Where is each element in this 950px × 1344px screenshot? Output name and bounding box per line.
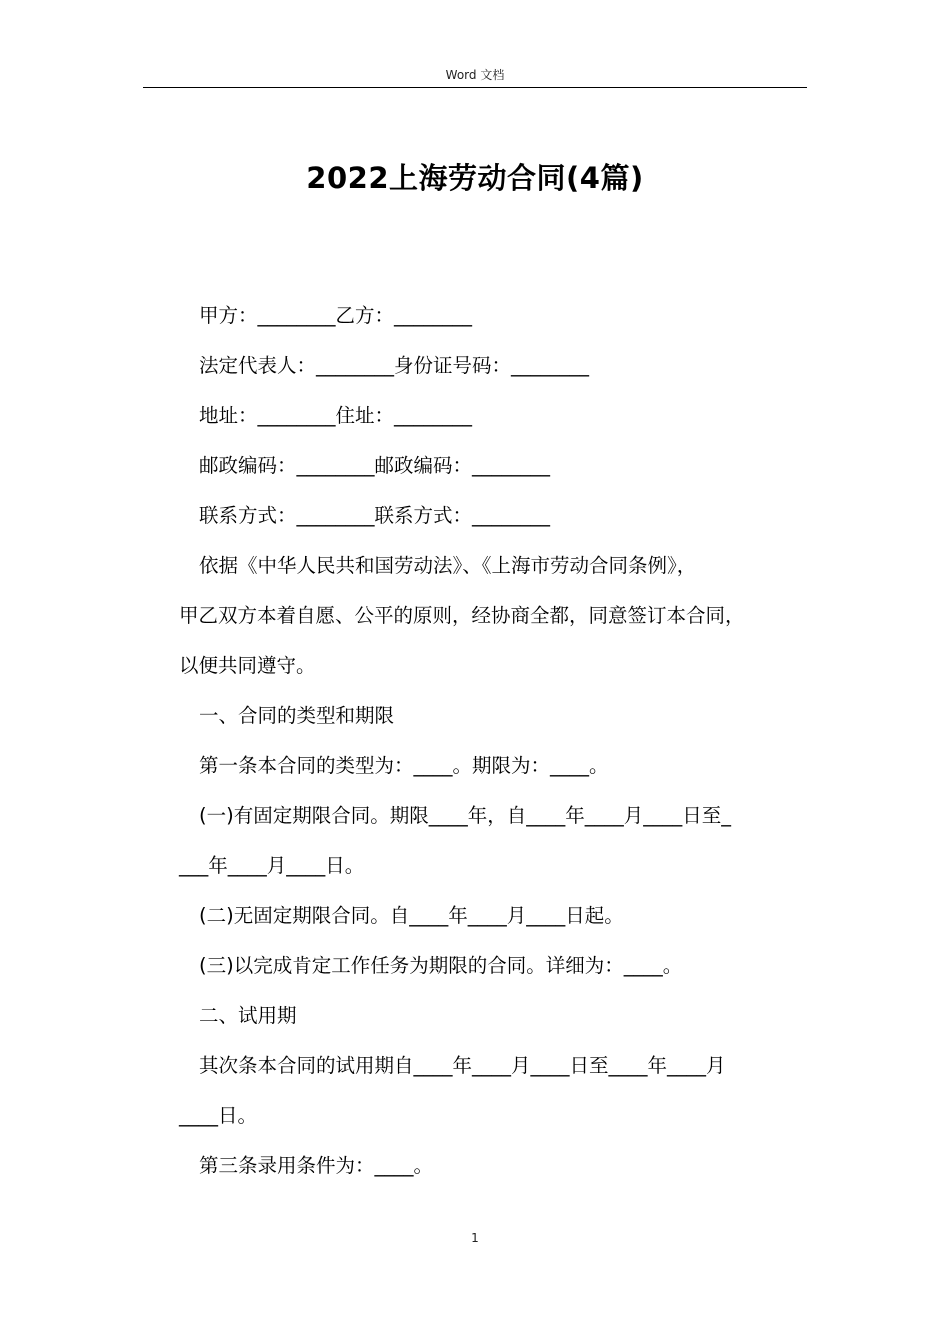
clause-fixed-term-2: ___年____月____日。	[179, 854, 365, 877]
clause-task-term: (三)以完成肯定工作任务为期限的合同。详细为：____。	[199, 954, 683, 977]
clause-fixed-term-1: (一)有固定期限合同。期限____年，自____年____月____日至_	[199, 804, 731, 827]
page-number: 1	[471, 1231, 479, 1245]
article-1: 第一条本合同的类型为：____。期限为：____。	[199, 754, 609, 777]
contact-line: 联系方式：________联系方式：________	[199, 504, 551, 527]
preamble-line-2: 甲乙双方本着自愿、公平的原则，经协商全都，同意签订本合同，	[179, 604, 745, 627]
address-line: 地址：________住址：________	[199, 404, 473, 427]
section-heading-2: 二、试用期	[199, 1004, 297, 1027]
clause-open-term: (二)无固定期限合同。自____年____月____日起。	[199, 904, 624, 927]
preamble-line-3: 以便共同遵守。	[179, 654, 316, 677]
article-2-line-1: 其次条本合同的试用期自____年____月____日至____年____月	[199, 1054, 726, 1077]
document-body	[179, 291, 819, 1191]
article-2-line-2: ____日。	[179, 1104, 258, 1127]
preamble-line-1: 依据《中华人民共和国劳动法》、《上海市劳动合同条例》，	[199, 554, 697, 577]
postcode-line: 邮政编码：________邮政编码：________	[199, 454, 551, 477]
page-header: Word 文档	[445, 68, 505, 82]
legal-rep-line: 法定代表人：________身份证号码：________	[199, 354, 590, 377]
document-title: 2022上海劳动合同(4篇)	[306, 161, 644, 195]
party-line: 甲方：________乙方：________	[199, 304, 473, 327]
section-heading-1: 一、合同的类型和期限	[199, 704, 395, 727]
header-divider	[143, 87, 807, 88]
article-3: 第三条录用条件为：____。	[199, 1154, 434, 1177]
